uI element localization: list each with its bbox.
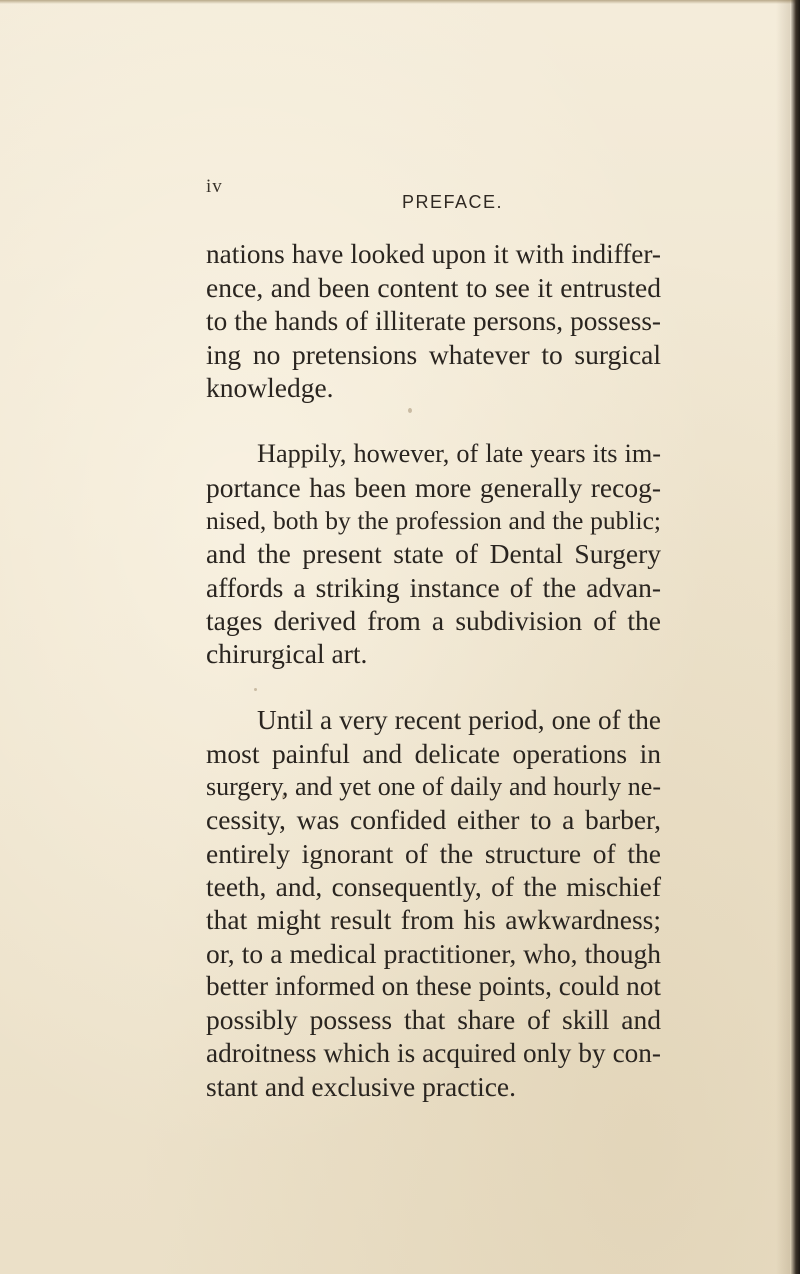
text-line: cessity, was confided either to a barber, — [206, 804, 661, 836]
text-line: Until a very recent period, one of the — [257, 704, 661, 735]
text-line: portance has been more generally recog- — [206, 471, 661, 503]
text-line: tages derived from a subdivision of the — [206, 604, 661, 636]
page-gutter-shadow — [776, 0, 790, 1274]
text-line: or, to a medical practitioner, who, though — [206, 937, 661, 969]
text-line: most painful and delicate operations in — [206, 737, 661, 769]
text-line: Happily, however, of late years its im- — [257, 439, 661, 469]
text-line: teeth, and, consequently, of the mischief — [206, 871, 661, 903]
text-line: better informed on these points, could not — [206, 970, 661, 1001]
text-line: and the present state of Dental Surgery — [206, 538, 661, 570]
paragraph-2 — [206, 437, 661, 670]
text-line: to the hands of illiterate persons, possess- — [206, 305, 661, 336]
text-line: nations have looked upon it with indiffer- — [206, 239, 661, 269]
page-top-edge — [0, 0, 800, 4]
page-right-edge — [790, 0, 800, 1274]
running-head: PREFACE. — [402, 192, 504, 212]
text-line: ing no pretensions whatever to surgical — [206, 338, 661, 370]
text-line: stant and exclusive practice. — [206, 1070, 517, 1102]
text-line: knowledge. — [206, 372, 334, 404]
body-text — [206, 238, 661, 1103]
paragraph-1 — [206, 238, 661, 404]
text-line: ence, and been content to see it entrusted — [206, 272, 661, 304]
paragraph-3 — [206, 704, 661, 1104]
text-line: surgery, and yet one of daily and hourly ne- — [206, 772, 661, 802]
text-line: nised, both by the profession and the public; — [206, 506, 661, 536]
page-number: iv — [206, 176, 223, 197]
text-line: that might result from his awkwardness; — [206, 904, 661, 936]
text-line: adroitness which is acquired only by con- — [206, 1037, 661, 1068]
text-line: entirely ignorant of the structure of the — [206, 837, 661, 869]
text-line: chirurgical art. — [206, 638, 368, 670]
text-line: possibly possess that share of skill and — [206, 1004, 661, 1036]
text-line: affords a striking instance of the advan- — [206, 571, 661, 603]
